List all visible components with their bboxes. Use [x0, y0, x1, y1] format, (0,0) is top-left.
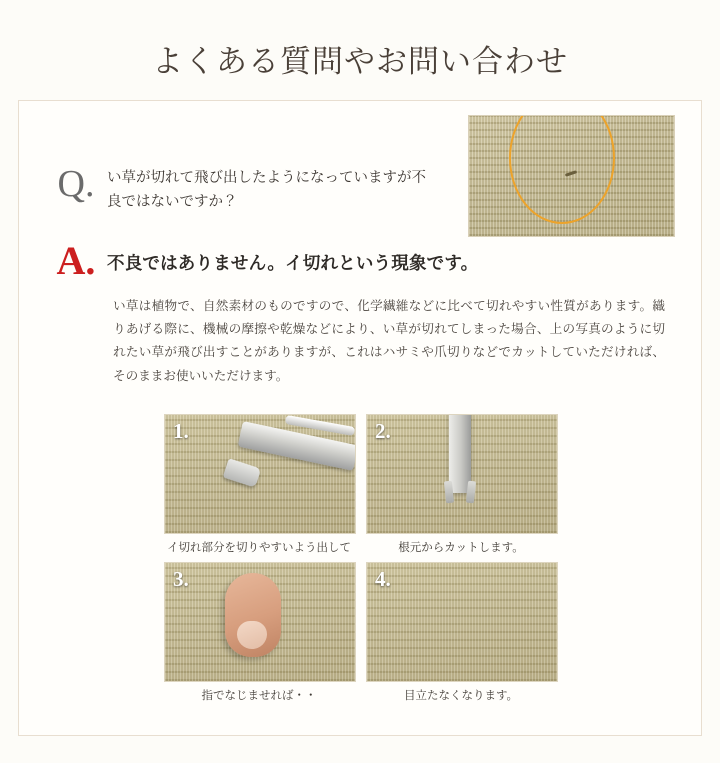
igusa-closeup-photo: [468, 115, 675, 237]
faq-panel: [18, 100, 702, 736]
step-photo-cut-at-base: [366, 414, 558, 534]
answer-body-text: い草は植物で、自然素材のものですので、化学繊維などに比べて切れやすい性質があります。織りあげる際に、機械の摩擦や乾燥などにより、い草が切れてしまった場合、上の写真のように切れたい草が飛び出すことがありますが、これはハサミや爪切りなどでカットしていただければ、そのままお使いいただけます。: [113, 298, 665, 383]
page-title: よくある質問やお問い合わせ: [152, 44, 568, 79]
step-photo-result-invisible: [366, 562, 558, 682]
step-caption: 根元からカットします。: [398, 542, 524, 555]
step-photo-smooth-with-finger: [164, 562, 356, 682]
nail-clipper-jaw-right-icon: [466, 481, 476, 504]
step-item: [366, 414, 556, 556]
step-item: [366, 562, 556, 704]
fingernail-icon: [237, 621, 267, 649]
step-number: 1.: [173, 419, 189, 444]
qa-section: [19, 101, 701, 704]
step-number: 3.: [173, 567, 189, 592]
step-photo-pull-out-fiber: [164, 414, 356, 534]
question-text: い草が切れて飛び出したようになっていますが不良ではないですか？: [107, 170, 426, 210]
step-caption: 指でなじませれば・・: [201, 690, 317, 703]
answer-headline: 不良ではありません。イ切れという現象です。: [107, 252, 479, 273]
answer-marker: A.: [56, 237, 96, 283]
step-item: [164, 562, 354, 704]
step-item: [164, 414, 354, 556]
step-number: 2.: [375, 419, 391, 444]
step-number: 4.: [375, 567, 391, 592]
step-caption: イ切れ部分を切りやすいよう出して: [167, 542, 351, 555]
step-caption: 目立たなくなります。: [403, 690, 519, 703]
finger-icon: [225, 573, 281, 657]
question-marker: Q.: [57, 163, 95, 205]
steps-grid: [164, 414, 556, 704]
highlight-ellipse-icon: [509, 115, 615, 224]
nail-clipper-jaw-icon: [223, 458, 262, 488]
answer-row: [45, 237, 675, 283]
